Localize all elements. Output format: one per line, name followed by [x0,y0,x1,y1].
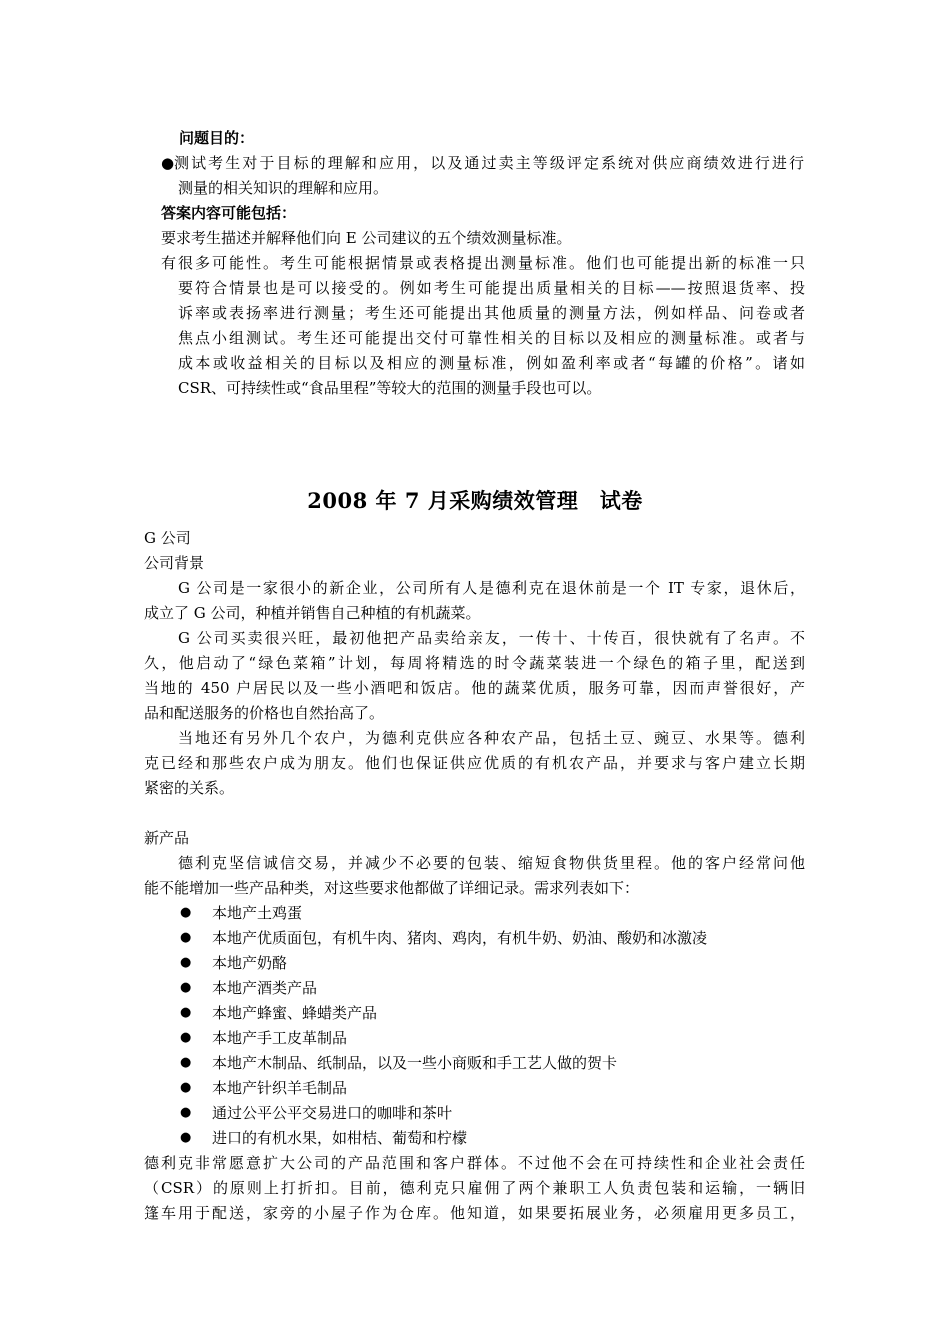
answer-para-line-3: 诉率或表扬率进行测量；考生还可能提出其他质量的测量方法，例如样品、问卷或者 [178,304,805,322]
bullet-icon: ● [180,905,192,920]
bullet-icon: ● [180,1105,192,1120]
background-heading: 公司背景 [144,554,205,572]
para4-line-1: 德利克坚信诚信交易，并减少不必要的包装、缩短食物供货里程。他的客户经常问他 [178,854,805,872]
answer-para-line-4: 焦点小组测试。考生还可能提出交付可靠性相关的目标以及相应的测量标准。或者与 [178,329,805,347]
answer-para-line-2: 要符合情景也是可以接受的。例如考生可能提出质量相关的目标——按照退货率、投 [178,279,805,297]
purpose-line-1: 测试考生对于目标的理解和应用，以及通过卖主等级评定系统对供应商绩效进行进行 [174,154,804,172]
para5-line-1: 德利克非常愿意扩大公司的产品范围和客户群体。不过他不会在可持续性和企业社会责任 [144,1154,805,1172]
para3-line-1: 当地还有另外几个农户，为德利克供应各种农产品，包括土豆、豌豆、水果等。德利 [178,729,805,747]
para2-line-1: G 公司买卖很兴旺，最初他把产品卖给亲友，一传十、十传百，很快就有了名声。不 [178,629,805,647]
para4-line-2: 能不能增加一些产品种类，对这些要求他都做了详细记录。需求列表如下： [144,879,640,897]
bullet-icon: ● [180,1005,192,1020]
list-item: 本地产酒类产品 [212,979,318,997]
new-products-heading: 新产品 [144,829,190,847]
answer-heading: 答案内容可能包括： [161,204,297,222]
answer-para-line-6: CSR、可持续性或“食品里程”等较大的范围的测量手段也可以。 [178,379,602,397]
para1-line-2: 成立了 G 公司，种植并销售自己种植的有机蔬菜。 [144,604,481,622]
exam-title: 2008 年 7 月采购绩效管理 试卷 [307,488,643,513]
para2-line-4: 品和配送服务的价格也自然抬高了。 [144,704,385,722]
answer-line-1: 要求考生描述并解释他们向 E 公司建议的五个绩效测量标准。 [161,229,572,247]
list-item: 本地产木制品、纸制品，以及一些小商贩和手工艺人做的贺卡 [212,1054,618,1072]
bullet-icon: ● [180,980,192,995]
bullet-icon: ● [180,930,192,945]
list-item: 本地产奶酪 [212,954,288,972]
purpose-heading: 问题目的： [179,129,255,147]
para5-line-2: （CSR）的原则上打折扣。目前，德利克只雇佣了两个兼职工人负责包装和运输，一辆旧 [144,1179,805,1197]
list-item: 本地产蜂蜜、蜂蜡类产品 [212,1004,378,1022]
purpose-line-2: 测量的相关知识的理解和应用。 [178,179,389,197]
para3-line-2: 克已经和那些农户成为朋友。他们也保证供应优质的有机农产品，并要求与客户建立长期 [144,754,805,772]
para5-line-3: 篷车用于配送，家旁的小屋子作为仓库。他知道，如果要拓展业务，必须雇用更多员工， [144,1204,805,1222]
bullet-icon: ● [180,1080,192,1095]
bullet-icon: ● [180,955,192,970]
answer-para-line-5: 成本或收益相关的目标以及相应的测量标准，例如盈利率或者“每罐的价格”。诸如 [178,354,805,372]
list-item: 本地产针织羊毛制品 [212,1079,348,1097]
list-item: 通过公平公平交易进口的咖啡和茶叶 [212,1104,453,1122]
answer-para-line-1: 有很多可能性。考生可能根据情景或表格提出测量标准。他们也可能提出新的标准一只 [161,254,805,272]
purpose-bullet: ● [161,154,175,172]
company-name: G 公司 [144,529,191,547]
list-item: 本地产优质面包，有机牛肉、猪肉、鸡肉，有机牛奶、奶油、酸奶和冰激凌 [212,929,708,947]
para1-line-1: G 公司是一家很小的新企业，公司所有人是德利克在退休前是一个 IT 专家，退休后， [178,579,805,597]
bullet-icon: ● [180,1130,192,1145]
list-item: 本地产土鸡蛋 [212,904,303,922]
para3-line-3: 紧密的关系。 [144,779,235,797]
list-item: 进口的有机水果，如柑桔、葡萄和柠檬 [212,1129,468,1147]
para2-line-3: 当地的 450 户居民以及一些小酒吧和饭店。他的蔬菜优质，服务可靠，因而声誉很好，产 [144,679,805,697]
list-item: 本地产手工皮革制品 [212,1029,348,1047]
bullet-icon: ● [180,1055,192,1070]
para2-line-2: 久，他启动了“绿色菜箱”计划，每周将精选的时令蔬菜装进一个绿色的箱子里，配送到 [144,654,805,672]
bullet-icon: ● [180,1030,192,1045]
